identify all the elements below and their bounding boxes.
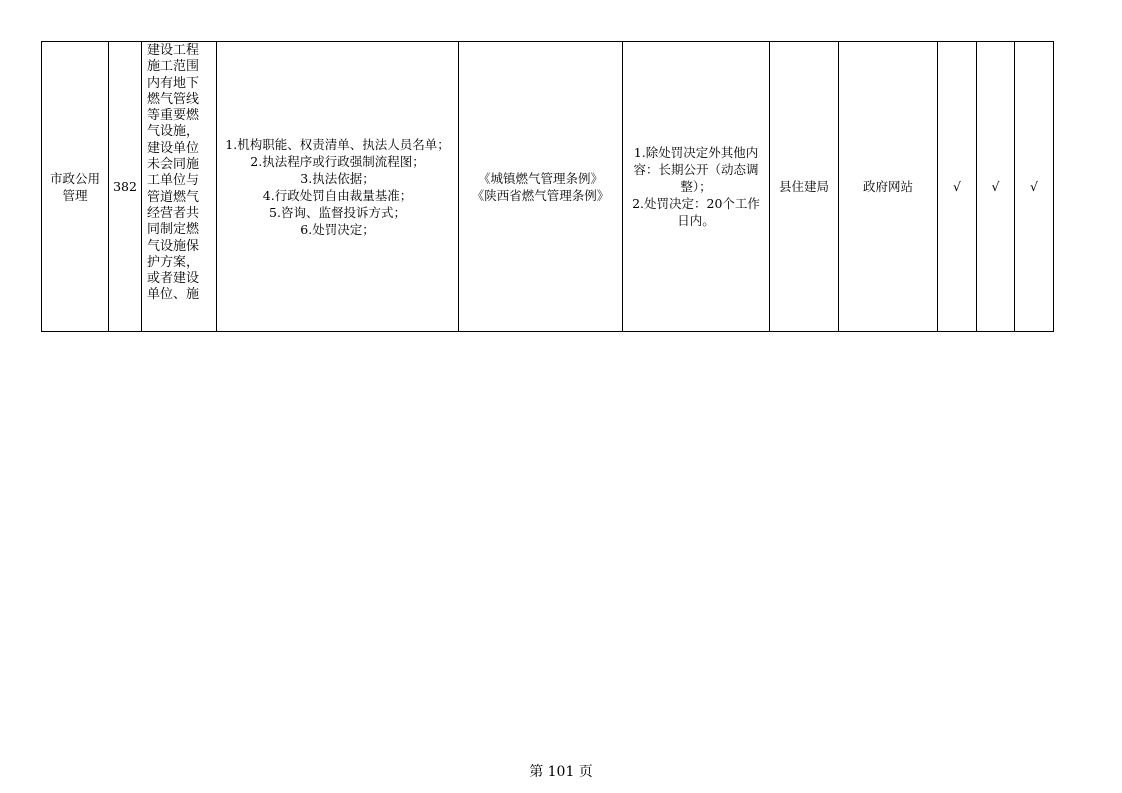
- item-line: 工单位与: [147, 173, 200, 189]
- channel-text: 政府网站: [862, 179, 913, 194]
- content-line: 1.机构职能、权责清单、执法人员名单；: [225, 136, 450, 152]
- check-cell: [1015, 42, 1054, 332]
- channel-cell: [839, 42, 938, 332]
- item-line: 未会同施: [147, 157, 200, 173]
- disclosure-content-cell: [217, 42, 459, 332]
- item-line: 内有地下: [147, 75, 200, 91]
- item-line: 气设施保: [147, 238, 200, 254]
- content-line: 3.执法依据；: [300, 170, 375, 186]
- page-number: 第 101 页: [529, 764, 593, 780]
- item-line: 经营者共: [147, 205, 200, 221]
- subject-cell: [770, 42, 839, 332]
- number-cell: [109, 42, 142, 332]
- item-line: 建设工程: [147, 43, 200, 58]
- check-mark: √: [991, 179, 1000, 194]
- check-mark: √: [1030, 179, 1038, 194]
- item-line: 护方案，: [147, 254, 200, 270]
- subject-text: 县住建局: [778, 179, 829, 194]
- content-line: 5.咨询、监督投诉方式；: [269, 204, 406, 220]
- table-row: [42, 42, 1054, 332]
- check-mark: √: [953, 179, 961, 194]
- item-line: 等重要燃: [147, 108, 200, 124]
- category-cell: [42, 42, 109, 332]
- basis-line: 《城镇燃气管理条例》: [477, 170, 603, 186]
- number-text: 382: [113, 179, 137, 194]
- item-line: 或者建设: [147, 271, 200, 287]
- disclosure-table: [41, 41, 1054, 332]
- item-line: 气设施，: [147, 124, 200, 140]
- item-line: 同制定燃: [147, 222, 200, 238]
- check-cell: [938, 42, 977, 332]
- content-line: 6.处罚决定；: [300, 221, 375, 237]
- time-line: 1.除处罚决定外其他内容：长期公开（动态调整）；: [633, 145, 759, 194]
- item-line: 管道燃气: [147, 189, 200, 205]
- check-cell: [977, 42, 1015, 332]
- legal-basis-cell: [459, 42, 623, 332]
- item-line: 单位、施: [147, 287, 200, 303]
- content-line: 4.行政处罚自由裁量基准；: [262, 187, 413, 203]
- item-line: 燃气管线: [147, 91, 200, 107]
- content-line: 2.执法程序或行政强制流程图；: [250, 153, 425, 169]
- category-text: 市政公用管理: [49, 170, 100, 203]
- item-description-cell: [142, 42, 217, 332]
- item-line: 建设单位: [147, 140, 200, 156]
- item-line: 施工范围: [147, 59, 200, 75]
- time-line: 2.处罚决定：20个工作日内。: [632, 196, 760, 228]
- basis-line: 《陕西省燃气管理条例》: [471, 187, 610, 203]
- disclosure-time-cell: [623, 42, 770, 332]
